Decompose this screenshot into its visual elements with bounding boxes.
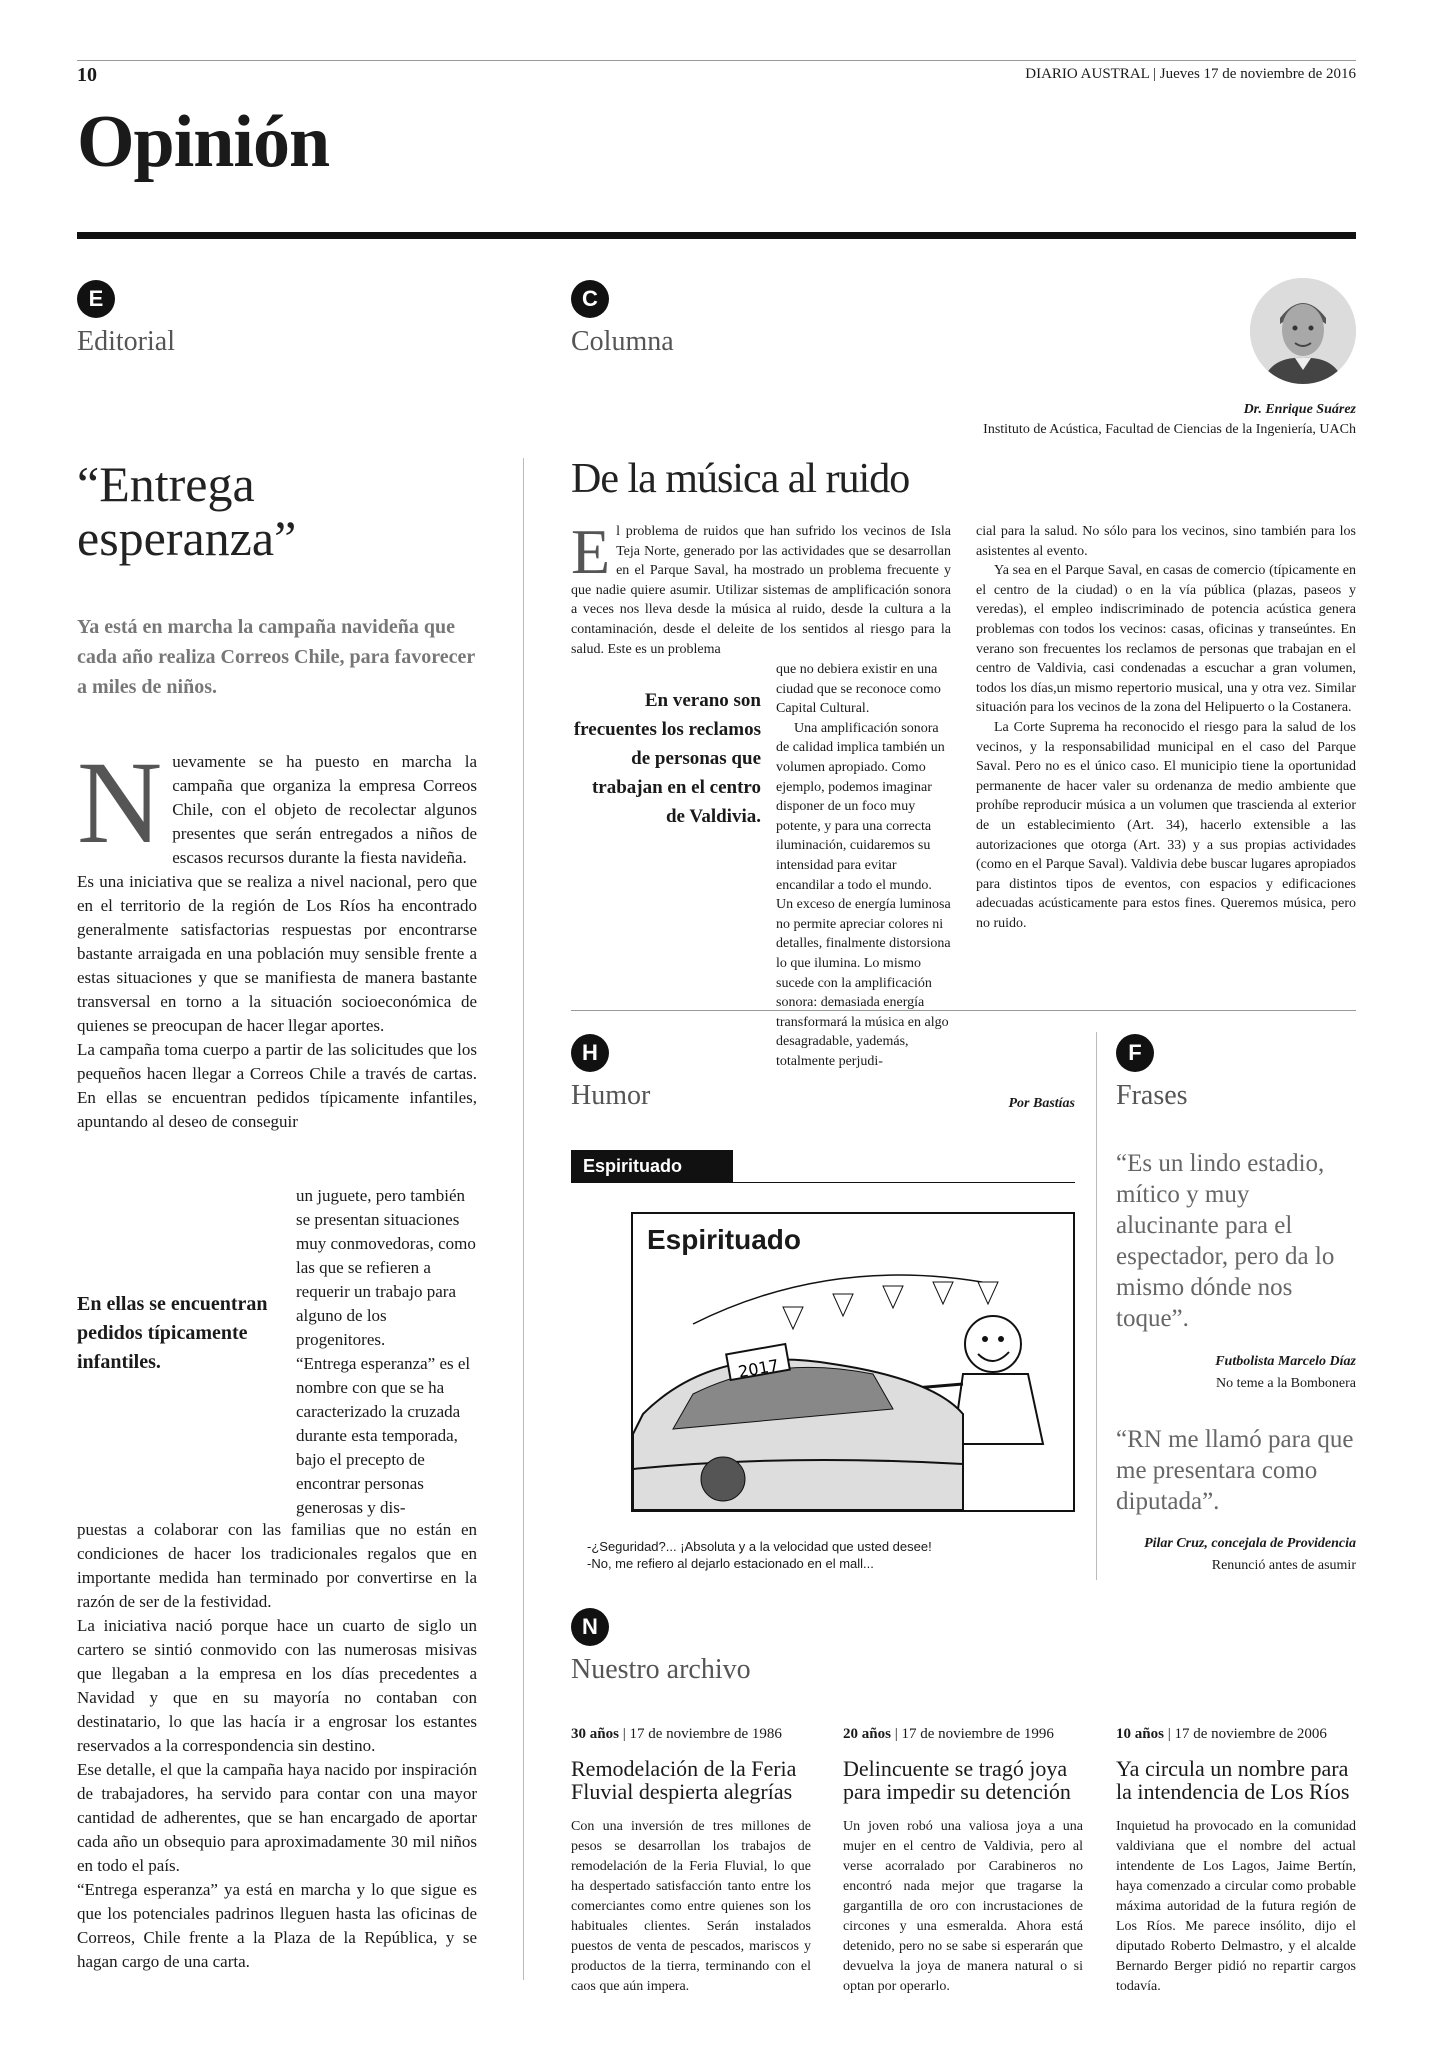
column-badge: C <box>571 280 609 318</box>
section-rule <box>77 232 1356 239</box>
archivo-date: 17 de noviembre de 1986 <box>629 1726 782 1742</box>
editorial-pullquote: En ellas se encuentran pedidos típicamente infantiles. <box>77 1293 268 1373</box>
paper-name: DIARIO AUSTRAL <box>1025 66 1150 82</box>
column-paragraph: Una amplificación sonora de calidad implica también un volumen apropiado. Como ejemplo, podemos imaginar disponer de un foco muy potente, y para una correcta iluminación, cuidaremos su intensidad para evitar encandilar a todo el mundo. Un exceso de energía luminosa no permite apreciar colores ni detalles, finalmente distorsiona lo que ilumina. Lo mismo sucede con la amplificación sonora: demasiada energía transformará la música en algo desagradable, yademás, totalmente perjudi- <box>776 720 951 1069</box>
archivo-body: Inquietud ha provocado en la comunidad valdiviana que el nombre del actual intendente de Los Lagos, Jaime Bertín, haya comenzado a circular como probable máxima autoridad de la futura región de Los Ríos. Me parece insólito, dijo el diputado Roberto Delmastro, y el alcalde Bernardo Berger pidió no repartir cargos todavía. <box>1116 1819 1356 1994</box>
editorial-lede: Ya está en marcha la campaña navideña que cada año realiza Correos Chile, para favorecer a miles de niños. <box>77 616 475 698</box>
humor-kicker: Humor <box>571 1080 651 1111</box>
archivo-item <box>1116 1726 1356 1997</box>
page-number: 10 <box>77 64 97 86</box>
comic-caption-line: -¿Seguridad?... ¡Absoluta y a la velocidad que usted desee! <box>587 1539 932 1554</box>
column-body-top <box>571 516 951 659</box>
comic-panel-title: Espirituado <box>647 1224 802 1255</box>
editorial-kicker: Editorial <box>77 326 175 357</box>
archivo-body: Un joven robó una valiosa joya a una mujer en el centro de Valdivia, pero al verse acorralado por Carabineros no encontró nada mejor que tragarse la gargantilla de oro con incrustaciones de circones y una esmeralda. Ahora está detenido, pero no se sabe si esperarán que devuelva la joya de manera natural o si optan por operarlo. <box>843 1819 1083 1994</box>
archivo-years: 20 años <box>843 1726 891 1742</box>
editorial-body-narrow <box>296 1184 477 1520</box>
archivo-body: Con una inversión de tres millones de pesos se desarrollan los trabajos de remodelación de la Feria Fluvial, lo que ha despertado satisfacción tanto entre los comerciantes como entre quienes son los habituales clientes. Serán instalados puestos de venta de pescados, mariscos y productos de la tierra, terminando con el caos que aún impera. <box>571 1819 811 1994</box>
frases-author-1: Futbolista Marcelo Díaz <box>1215 1354 1356 1369</box>
author-portrait-icon <box>1250 278 1356 384</box>
archivo-item-header: 20 años | 17 de noviembre de 1996 <box>843 1726 1054 1742</box>
frases-context-1: No teme a la Bombonera <box>1216 1376 1356 1391</box>
editorial-paragraph: “Entrega esperanza” ya está en marcha y lo que sigue es que los potenciales padrinos lleguen hasta las oficinas de Correos, Chile frente a la Plaza de la República, y se hagan cargo de una carta. <box>77 1880 477 1971</box>
column-paragraph: que no debiera existir en una ciudad que se reconoce como Capital Cultural. <box>776 662 941 717</box>
column-headline: De la música al ruido <box>571 456 910 502</box>
editorial-body <box>77 737 477 1134</box>
column-author: Dr. Enrique Suárez <box>1243 402 1356 417</box>
archivo-item-header: 10 años | 17 de noviembre de 2006 <box>1116 1726 1327 1742</box>
editorial-dropcap: N <box>77 737 163 868</box>
frases-quote-2: “RN me llamó para que me presentara como diputada”. <box>1116 1426 1354 1515</box>
archivo-title: Delincuente se tragó joya para impedir su detención <box>843 1756 1071 1804</box>
frases-context-2: Renunció antes de asumir <box>1211 1558 1356 1573</box>
masthead-dateline: DIARIO AUSTRAL | Jueves 17 de noviembre de 2016 <box>1025 66 1356 82</box>
archivo-date: 17 de noviembre de 1996 <box>901 1726 1054 1742</box>
issue-date: Jueves 17 de noviembre de 2016 <box>1159 66 1356 82</box>
column-paragraph: La Corte Suprema ha reconocido el riesgo para la salud de los vecinos, y la responsabilidad municipal en el caso del Parque Saval. Pero no es el único caso. El municipio tiene la oportunidad permanente de hacer valer su ordenanza de medio ambiente que prohíbe reproducir música a un volumen que trascienda al exterior de un establecimiento (Art. 34), hacerlo extensible a las autorizaciones que otorga (Art. 33) y a sus propias actividades (como en el Parque Saval). Valdivia debe buscar lugares apropiados para distintos tipos de eventos, con espacios y edificaciones adecuadas acústicamente para estos fines. Queremos música, pero no ruido. <box>976 719 1356 931</box>
comic-label: Espirituado <box>571 1150 733 1182</box>
column-kicker: Columna <box>571 326 674 357</box>
editorial-paragraph: La campaña toma cuerpo a partir de las solicitudes que los pequeños hacen llegar a Correos Chile a través de cartas. En ellas se encuentran pedidos típicamente infantiles, apuntando al deseo de conseguir <box>77 1040 477 1131</box>
comic-strip <box>571 1150 1075 1576</box>
editorial-paragraph: uevamente se ha puesto en marcha la campaña que organiza la empresa Correos Chile, con el objeto de recolectar algunos presentes que serán entregados a niños de escasos recursos durante la fiesta navideña. <box>172 752 477 867</box>
archivo-item <box>843 1726 1083 1997</box>
column-paragraph: l problema de ruidos que han sufrido los vecinos de Isla Teja Norte, generado por las actividades que se desarrollan en el Parque Saval, ha mostrado un problema frecuente y que nadie quiere asumir. Utilizar sistemas de amplificación sonora a veces nos lleva desde la música al ruido, desde la cultura a la contaminación, desde el deleite de los sentidos al riesgo para la salud. Este es un problema <box>571 524 951 657</box>
comic-label-rule <box>571 1182 1075 1183</box>
humor-badge: H <box>571 1034 609 1072</box>
archivo-badge: N <box>571 1608 609 1646</box>
editorial-headline: “Entrega esperanza” <box>77 456 297 566</box>
archivo-title: Ya circula un nombre para la intendencia de Los Ríos <box>1116 1756 1350 1804</box>
author-photo <box>1250 278 1356 384</box>
column-divider <box>523 458 524 1980</box>
archivo-item <box>571 1726 811 1997</box>
archivo-years: 30 años <box>571 1726 619 1742</box>
editorial-paragraph: La iniciativa nació porque hace un cuarto de siglo un cartero se sintió conmovido con las numerosas misivas que llegaban a la empresa en los días precedentes a Navidad y que en su mayoría no contaban con destinatario, lo que las hacía ir a engrosar los estantes reservados a la correspondencia sin destino. <box>77 1616 477 1755</box>
comic-caption <box>587 1538 932 1572</box>
editorial-paragraph: puestas a colaborar con las familias que no están en condiciones de hacer los tradicionales regalos que en importante medida han terminado por convertirse en la razón de ser de la festividad. <box>77 1520 477 1611</box>
editorial-paragraph: “Entrega esperanza” es el nombre con que se ha caracterizado la cruzada durante esta temporada, bajo el precepto de encontrar personas generosas y dis- <box>296 1354 471 1517</box>
mid-rule <box>571 1010 1356 1011</box>
frases-quote-1: “Es un lindo estadio, mítico y muy alucinante para el espectador, pero da lo mismo dónde nos toque”. <box>1116 1150 1335 1332</box>
editorial-paragraph: un juguete, pero también se presentan situaciones muy conmovedoras, como las que se refieren a requerir un trabajo para alguno de los progenitores. <box>296 1186 476 1349</box>
column-affiliation: Instituto de Acústica, Facultad de Ciencias de la Ingeniería, UACh <box>983 422 1356 437</box>
archivo-years: 10 años <box>1116 1726 1164 1742</box>
editorial-paragraph: Ese detalle, el que la campaña haya nacido por inspiración de trabajadores, ha servido para contar con una mayor cantidad de adherentes, que se han encargado de aportar cada año un obsequio para aproximadamente 30 mil niños en todo el país. <box>77 1760 477 1875</box>
column-dropcap: E <box>571 516 611 587</box>
editorial-body-lower <box>77 1518 477 1974</box>
frases-badge: F <box>1116 1034 1154 1072</box>
column-paragraph: cial para la salud. No sólo para los vecinos, sino también para los asistentes al evento. <box>976 524 1356 559</box>
column-paragraph: Ya sea en el Parque Saval, en casas de comercio (típicamente en el centro de la ciudad) o en la vía pública (plazas, paseos y veredas), el empleo indiscriminado de potencia acústica genera problemas con todos los vecinos: casas, oficinas y transeúntes. En verano son frecuentes los reclamos de personas que trabajan en el centro de Valdivia, casi condenadas a escuchar a gran volumen, todos los días,un mismo repertorio musical, una y otra vez. Similar situación para los vecinos de la zona del Helipuerto o la Costanera. <box>976 563 1356 716</box>
comic-caption-line: -No, me refiero al dejarlo estacionado en el mall... <box>587 1556 874 1571</box>
archivo-date: 17 de noviembre de 2006 <box>1174 1726 1327 1742</box>
frases-divider <box>1096 1032 1097 1580</box>
section-title: Opinión <box>77 101 330 183</box>
top-rule <box>77 60 1356 61</box>
comic-panel <box>631 1212 1075 1512</box>
comic-plate-text: 2017 <box>736 1355 781 1382</box>
frases-author-2: Pilar Cruz, concejala de Providencia <box>1144 1536 1356 1551</box>
archivo-kicker: Nuestro archivo <box>571 1654 751 1685</box>
humor-byline: Por Bastías <box>1008 1096 1075 1111</box>
column-pullquote: En verano son frecuentes los reclamos de personas que trabajan en el centro de Valdivia. <box>573 690 761 827</box>
column-body-right <box>976 522 1356 933</box>
frases-kicker: Frases <box>1116 1080 1188 1111</box>
editorial-badge: E <box>77 280 115 318</box>
archivo-item-header: 30 años | 17 de noviembre de 1986 <box>571 1726 782 1742</box>
comic-car-illustration <box>633 1214 1073 1510</box>
archivo-title: Remodelación de la Feria Fluvial despierta alegrías <box>571 1756 797 1804</box>
editorial-paragraph: Es una iniciativa que se realiza a nivel nacional, pero que en el territorio de la región de Los Ríos ha encontrado generalmente satisfactorias respuestas por encontrarse bastante arraigada en una población muy sensible frente a estas situaciones y que se manifiesta de manera bastante transversal en torno a la situación socioeconómica de quienes se preocupan de hacer llegar aportes. <box>77 872 477 1035</box>
